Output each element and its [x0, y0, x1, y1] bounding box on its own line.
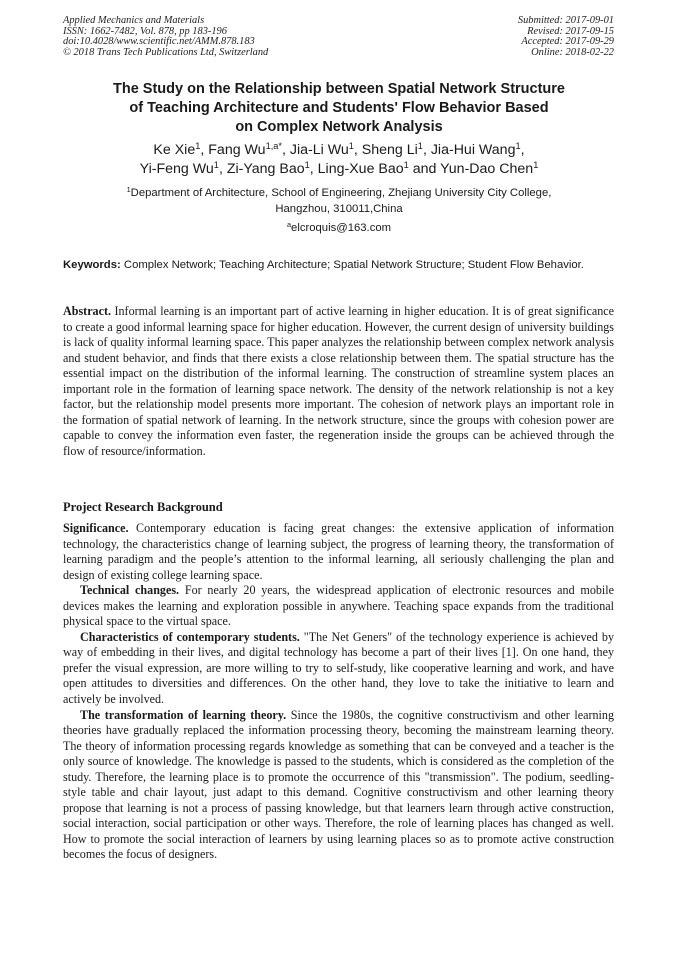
keywords-label: Keywords:	[63, 259, 121, 271]
paper-title	[40, 80, 638, 137]
paragraph-lead: The transformation of learning theory.	[80, 707, 287, 722]
author-affiliation-mark: 1	[195, 140, 201, 151]
abstract-label: Abstract.	[63, 304, 112, 318]
author-name: Jia-Li Wu	[289, 142, 349, 158]
paragraph-significance	[63, 521, 614, 583]
author-line: Yi-Feng Wu$^1$, Zi-Yang Bao$^1$, Ling-Xue Bao$^1$ and Yun-Dao Chen$^1$	[139, 159, 539, 177]
paragraph-lead: Technical changes.	[80, 583, 180, 598]
author-name: Jia-Hui Wang	[430, 142, 516, 158]
author-line: Ke Xie$^1$, Fang $Wu^{1,a*}$, Jia-Li Wu$^1$, Sheng Li$^1$, Jia-Hui Wang$^1$,	[153, 140, 525, 158]
author-affiliation-mark: 1	[403, 159, 409, 170]
title-line: The Study on the Relationship between Spatial Network Structure	[113, 81, 565, 97]
section-heading: Project Research Background	[63, 500, 223, 514]
author-affiliation-mark: 1	[533, 159, 539, 170]
date-revised: Revised: 2017-09-15	[527, 25, 614, 37]
abstract-text: Informal learning is an important part of active learning in higher education. It is of great significance to create a good informal learning space for higher education. However, the current design of university buildings is lack of quality informal learning space. This paper analyzes the relationship between complex network analysis and student behavior, and finds that there exists a close relationship between them. The spatial structure has the essential impact on the distribution of the informal learning. The construction of streamline system places an important role in the formation of learning space network. The density of the network relationship is not a key factor, but the relationship model presents more important. The cohesion of network plays an important role in the formation of spatial network of learning. In the network structure, since the groups with cohesion power are capable to convey the information even faster, the regeneration inside the groups can be achieved through the flow of resource/information.	[63, 304, 614, 458]
publication-dates	[518, 16, 614, 58]
author-affiliation-mark: 1	[348, 140, 354, 151]
author-name: Fang Wu	[208, 142, 266, 158]
affiliation-line	[40, 185, 638, 201]
author-name: Sheng Li	[361, 142, 418, 158]
paragraph-text: Contemporary education is facing great changes: the extensive application of information technology, the characteristics change of learning subject, the progress of learning theory, the transformation of learning paradigm and the people’s attention to the informal learning, all seriously challenging the plan and design of existing college learning space.	[63, 521, 614, 582]
journal-name: Applied Mechanics and Materials	[63, 15, 205, 26]
author-name: Yun-Dao Chen	[440, 161, 534, 177]
affiliation-text: Department of Architecture, School of Engineering, Zhejiang University City College,	[130, 187, 552, 199]
email-address: elcroquis@163.com	[291, 222, 392, 234]
author-name: Ling-Xue Bao	[317, 161, 404, 177]
journal-issn: ISSN: 1662-7482, Vol. 878, pp 183-196	[63, 25, 227, 37]
corresponding-email	[40, 220, 638, 236]
journal-copyright: © 2018 Trans Tech Publications Ltd, Switzerland	[63, 46, 269, 58]
section-body	[63, 521, 614, 863]
date-online: Online: 2018-02-22	[531, 46, 614, 58]
author-affiliation-mark: 1	[304, 159, 310, 170]
paragraph-lead: Significance.	[63, 521, 129, 535]
paragraph-text: Since the 1980s, the cognitive constructivism and other learning theories have gradually replaced the information processing theory, becoming the mainstream learning theory. The theory of information processing regards knowledge as something that can be conveyed and a teacher is the only source of knowledge. The knowledge is passed to the students, which is considered as the completion of the study. Therefore, the learning place is to promote the occurrence of this "transmission". The podium, seedling-style table and chair layout, just adapt to this demand. Cognitive constructivism and other learning theory propose that learning is not a process of passing knowledge, but that learners learn through active construction, social interaction, social participation or other ways. Therefore, the role of learning places has changed as well. How to promote the social interaction of learners by using learning places so as to promote active construction becomes the focus of designers.	[63, 707, 615, 862]
title-line: of Teaching Architecture and Students' Flow Behavior Based	[129, 100, 549, 116]
affiliation-mark: 1	[126, 184, 131, 194]
keywords-text: Complex Network; Teaching Architecture; Spatial Network Structure; Student Flow Behavior.	[123, 259, 584, 271]
abstract	[63, 304, 614, 459]
journal-info	[63, 16, 268, 58]
paragraph-lead: Characteristics of contemporary students.	[80, 629, 300, 644]
keywords	[63, 258, 614, 274]
author-list	[40, 141, 638, 179]
author-affiliation-mark: 1,a*	[265, 140, 282, 151]
email-mark: a	[286, 219, 292, 229]
title-line: on Complex Network Analysis	[235, 119, 443, 135]
author-name: Yi-Feng Wu	[139, 161, 214, 177]
paragraph-technical-changes	[63, 583, 614, 630]
paragraph-text: For nearly 20 years, the widespread application of electronic resources and mobile devices makes the learning and exploration possible in anywhere. Teaching space expands from the traditional physical space to the virtual space.	[63, 583, 615, 629]
author-affiliation-mark: 1	[417, 140, 423, 151]
author-affiliation-mark: 1	[213, 159, 219, 170]
paragraph-students	[63, 630, 614, 708]
affiliation-line: Hangzhou, 310011,China	[275, 203, 403, 215]
journal-doi: doi:10.4028/www.scientific.net/AMM.878.183	[63, 36, 255, 48]
author-name: Ke Xie	[153, 142, 196, 158]
author-name: Zi-Yang Bao	[226, 161, 305, 177]
paragraph-learning-theory	[63, 708, 614, 863]
author-affiliation-mark: 1	[515, 140, 521, 151]
paragraph-text: "The Net Geners" of the technology experience is achieved by way of embedding in their lives, and digital technology has become a part of their lives [1]. On one hand, they prefer the visual expression, are more willing to try to self-study, like cooperative learning and work, and have open attitudes to diversities and differences. On the other hand, they love to take the initiative to learn and actively be involved.	[63, 629, 614, 707]
affiliation	[40, 185, 638, 217]
date-submitted: Submitted: 2017-09-01	[517, 15, 614, 26]
date-accepted: Accepted: 2017-09-29	[521, 36, 614, 48]
